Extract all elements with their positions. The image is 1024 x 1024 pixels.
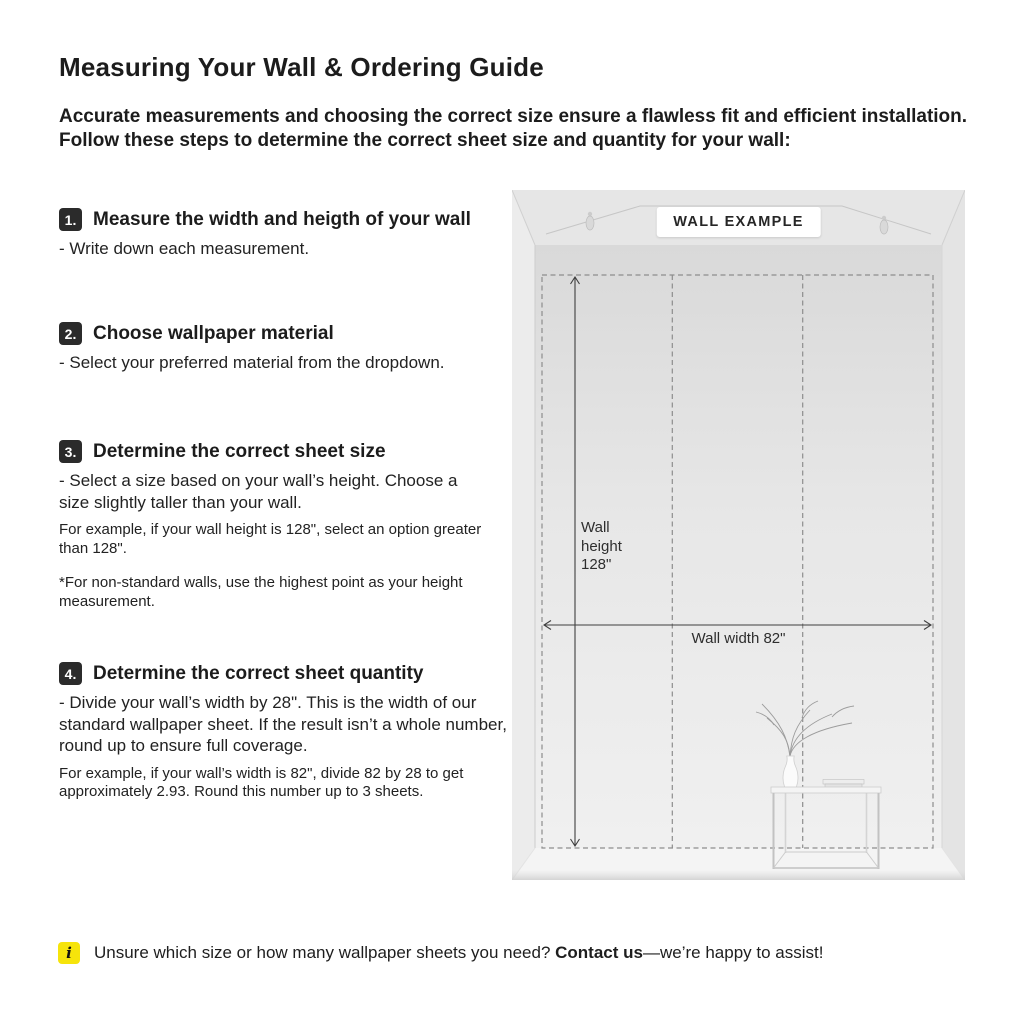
step-2 [59, 322, 519, 374]
wall-height-label [581, 519, 622, 575]
wall-height-line-1: Wall [581, 519, 610, 536]
wall-example-image [512, 190, 965, 880]
contact-us-link[interactable]: Contact us [555, 943, 643, 962]
intro-line-1: Accurate measurements and choosing the correct size ensure a flawless fit and efficient installation. [59, 106, 968, 127]
step-1-heading [59, 208, 519, 231]
step-1-body: - Write down each measurement. [59, 239, 310, 258]
step-4-example: For example, if your wall’s width is 82", divide 82 by 28 to get approximately 2.93. Round this number up to 3 sheets. [59, 764, 464, 800]
page-title: Measuring Your Wall & Ordering Guide [59, 52, 544, 82]
step-4 [59, 662, 519, 802]
step-3 [59, 440, 519, 611]
step-1-title: Measure the width and heigth of your wall [93, 208, 471, 230]
wall-width-label: Wall width 82" [691, 630, 786, 647]
step-4-heading [59, 662, 519, 685]
step-number-badge: 3. [59, 440, 82, 463]
step-2-body: - Select your preferred material from the dropdown. [59, 353, 445, 372]
step-4-title: Determine the correct sheet quantity [93, 662, 424, 684]
intro-paragraph [59, 105, 967, 153]
left-wall [512, 190, 535, 880]
intro-line-2: Follow these steps to determine the correct sheet size and quantity for your wall: [59, 130, 791, 151]
wall-height-line-2: height [581, 537, 622, 555]
step-3-example: For example, if your wall height is 128", select an option greater than 128". [59, 521, 482, 557]
wall-example-badge: WALL EXAMPLE [656, 207, 821, 237]
step-1 [59, 208, 519, 260]
step-3-body: - Select a size based on your wall’s height. Choose a size slightly taller than your wall. [59, 471, 458, 512]
wall-height-line-3: 128" [581, 556, 612, 573]
info-icon: i [58, 942, 80, 964]
footer-note [58, 942, 823, 964]
step-number-badge: 4. [59, 662, 82, 685]
book-stack [823, 780, 864, 788]
step-number-badge: 1. [59, 208, 82, 231]
right-wall [942, 190, 965, 880]
step-2-heading [59, 322, 519, 345]
step-3-heading [59, 440, 519, 463]
step-4-body: - Divide your wall’s width by 28". This is the width of our standard wallpaper sheet. If the result isn’t a whole number, round up to ensure full coverage. [59, 693, 507, 755]
footer-text-after: —we’re happy to assist! [642, 943, 824, 962]
footer-text [94, 943, 823, 963]
step-3-footnote: *For non-standard walls, use the highest point as your height measurement. [59, 574, 463, 610]
step-2-title: Choose wallpaper material [93, 322, 334, 344]
step-number-badge: 2. [59, 322, 82, 345]
footer-text-before: Unsure which size or how many wallpaper sheets you need? [94, 943, 556, 962]
step-3-title: Determine the correct sheet size [93, 440, 386, 462]
wall-room-graphic [512, 190, 965, 880]
